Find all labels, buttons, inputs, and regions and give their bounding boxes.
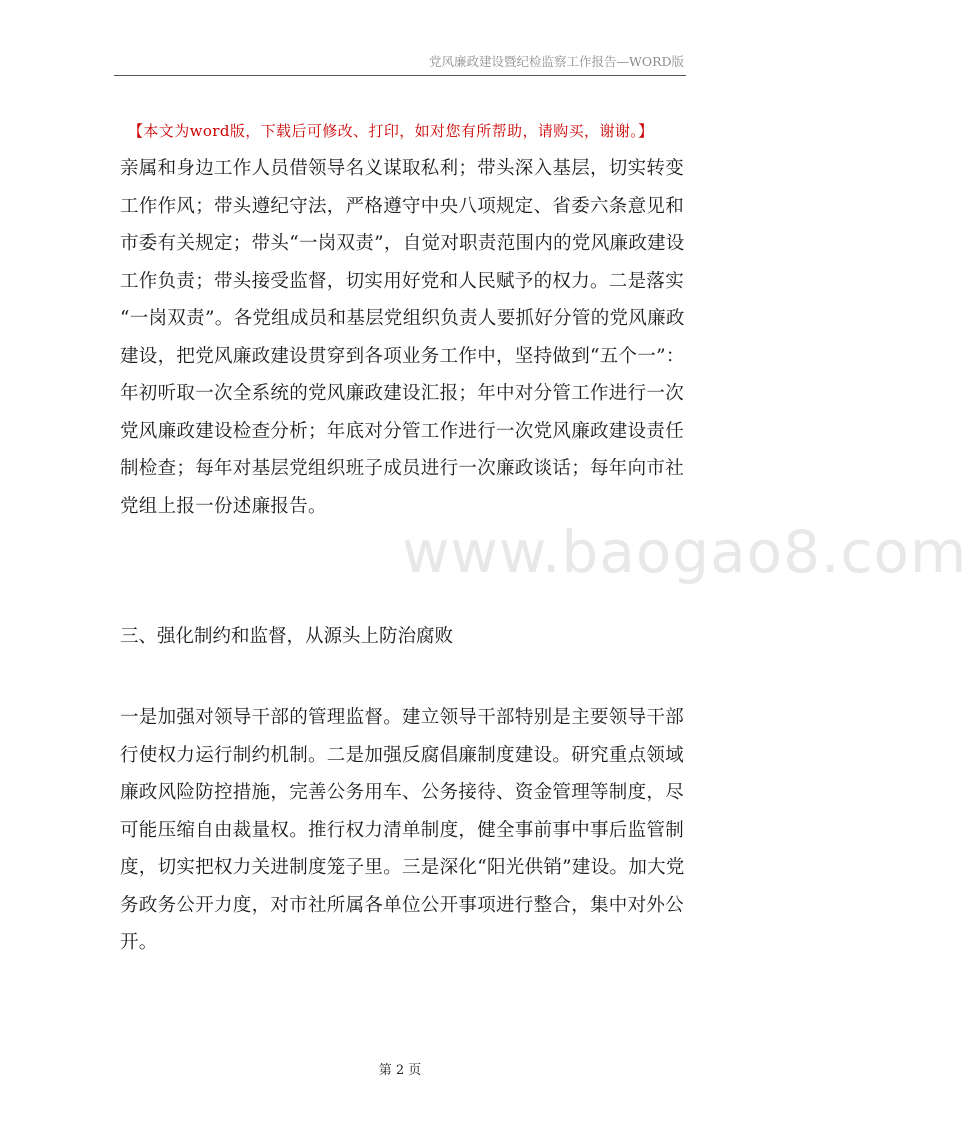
text-line: 一是加强对领导干部的管理监督。建立领导干部特别是主要领导干部 (120, 707, 685, 728)
text-line: 行使权力运行制约机制。二是加强反腐倡廉制度建设。研究重点领域 (120, 744, 685, 766)
page-number: 第 2 页 (378, 1063, 422, 1078)
text-line: 可能压缩自由裁量权。推行权力清单制度，健全事前事中事后监管制 (120, 819, 685, 841)
header-divider (114, 75, 686, 76)
section-heading: 三、强化制约和监督，从源头上防治腐败 (120, 626, 454, 647)
body-paragraph-2 (120, 699, 695, 962)
text-line: 党组上报一份述廉报告。 (120, 495, 327, 517)
text-line: 开。 (120, 932, 158, 953)
running-header-title: 党风廉政建设暨纪检监察工作报告—WORD版 (428, 54, 684, 69)
text-line: 务政务公开力度，对市社所属各单位公开事项进行整合，集中对外公 (120, 894, 685, 916)
text-line: 工作作风；带头遵纪守法，严格遵守中央八项规定、省委六条意见和 (120, 195, 685, 217)
text-line: 廉政风险防控措施，完善公务用车、公务接待、资金管理等制度，尽 (120, 782, 685, 803)
text-line: “一岗双责”。各党组成员和基层党组织负责人要抓好分管的党风廉政 (120, 308, 685, 329)
text-line: 建设，把党风廉政建设贯穿到各项业务工作中，坚持做到“五个一”： (120, 345, 685, 367)
text-line: 度，切实把权力关进制度笼子里。三是深化“阳光供销”建设。加大党 (120, 857, 685, 878)
body-paragraph-1 (120, 150, 695, 525)
text-line: 制检查；每年对基层党组织班子成员进行一次廉政谈话；每年向市社 (120, 458, 685, 479)
text-line: 市委有关规定；带头“一岗双责”，自觉对职责范围内的党风廉政建设 (120, 233, 685, 254)
text-line: 工作负责；带头接受监督，切实用好党和人民赋予的权力。二是落实 (120, 270, 685, 292)
text-line: 亲属和身边工作人员借领导名义谋取私利；带头深入基层，切实转变 (120, 158, 685, 179)
text-line: 年初听取一次全系统的党风廉政建设汇报；年中对分管工作进行一次 (120, 383, 685, 404)
watermark: www.baogao8.com (402, 518, 967, 586)
purchase-notice: 【本文为word版，下载后可修改、打印，如对您有所帮助，请购买，谢谢。】 (128, 122, 654, 140)
text-line: 党风廉政建设检查分析；年底对分管工作进行一次党风廉政建设责任 (120, 420, 685, 442)
